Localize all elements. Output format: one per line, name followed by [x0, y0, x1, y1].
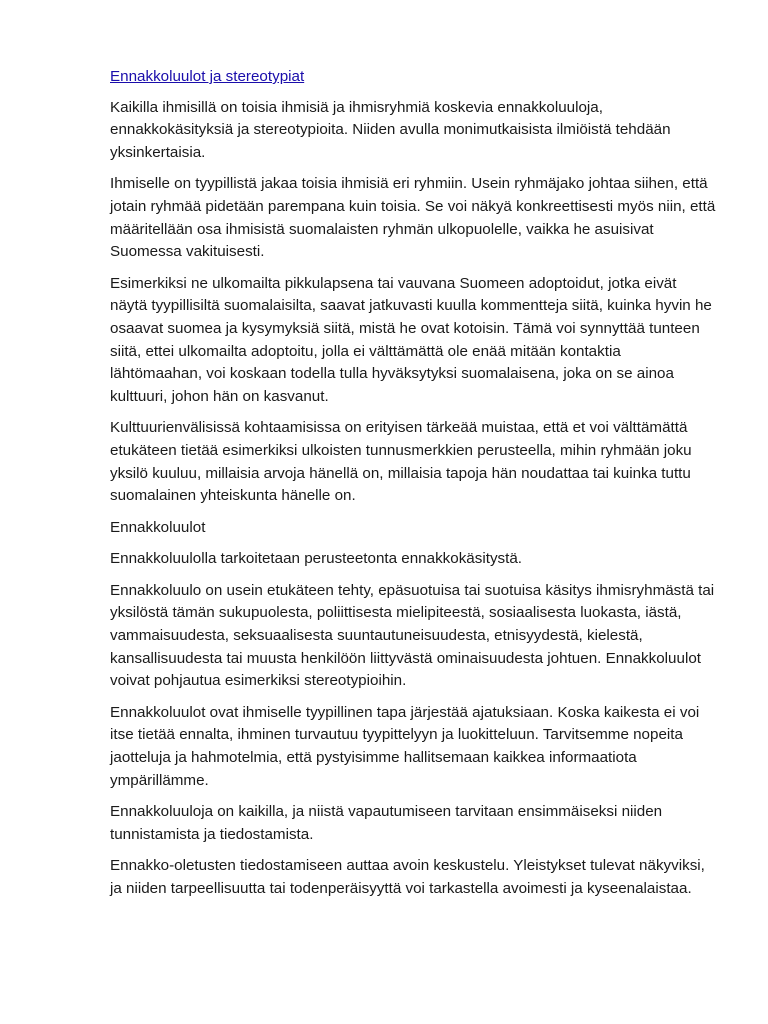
paragraph-adoption-example: Esimerkiksi ne ulkomailta pikkulapsena tai vauvana Suomeen adoptoidut, jotka eivät näytä tyypillisiltä suomalaisilta, saavat jatkuvasti kuulla kommentteja siitä, kuinka hyvin he osaavat suomea ja kysymyksiä siitä, mistä he ovat kotoisin. Tämä voi synnyttää tunteen siitä, ettei ulkomailta adoptoitu, jolla ei välttämättä ole enää mitään kontaktia lähtömaahan, voi koskaan todella tulla hyväksytyksi suomalaisena, joka on se ainoa kulttuuri, johon hän on kasvanut. [110, 274, 712, 405]
title-link[interactable]: Ennakkoluulot ja stereotypiat [110, 68, 305, 85]
paragraph-recognition: Ennakkoluuloja on kaikilla, ja niistä vapautumiseen tarvitaan ensimmäiseksi niiden tunnistamista ja tiedostamista. [110, 803, 663, 843]
paragraph-intro: Kaikilla ihmisillä on toisia ihmisiä ja ihmisryhmiä koskevia ennakkoluuloja, ennakkokäsityksiä ja stereotypioita. Niiden avulla monimutkaisista ilmiöistä tehdään yksinkertaisia. [110, 98, 671, 161]
paragraph-discussion: Ennakko-oletusten tiedostamiseen auttaa avoin keskustelu. Yleistykset tulevat näkyviksi, ja niiden tarpeellisuutta tai todenperäisyyttä voi tarkastella avoimesti ja kyseenalaistaa. [110, 857, 705, 897]
paragraph-intercultural: Kulttuurienvälisissä kohtaamisissa on erityisen tärkeää muistaa, että et voi välttämättä etukäteen tietää esimerkiksi ulkoisten tunnusmerkkien perusteella, mihin ryhmään joku yksilö kuuluu, millaisia arvoja hänellä on, millaisia tapoja hän noudattaa tai kuinka tuttu suomalainen yhteiskunta hänelle on. [110, 419, 692, 505]
paragraph-prejudice-bases: Ennakkoluulo on usein etukäteen tehty, epäsuotuisa tai suotuisa käsitys ihmisryhmästä tai yksilöstä tämän sukupuolesta, poliittisesta mielipiteestä, sosiaalisesta luokasta, iästä, vammaisuudesta, seksuaalisesta suuntautuneisuudesta, etnisyydestä, kielestä, kansallisuudesta tai muusta henkilöön liittyvästä ominaisuudesta johtuen. Ennakkoluulot voivat pohjautua esimerkiksi stereotypioihin. [110, 581, 715, 690]
paragraph-definition: Ennakkoluulolla tarkoitetaan perusteetonta ennakkokäsitystä. [110, 550, 523, 568]
paragraph-typical-way: Ennakkoluulot ovat ihmiselle tyypillinen tapa järjestää ajatuksiaan. Koska kaikesta ei voi itse tietää ennalta, ihminen turvautuu tyypittelyyn ja luokitteluun. Tarvitsemme nopeita jaotteluja ja hahmotelmia, että pystyisimme hallitsemaan kaikkea informaatiota ympärillämme. [110, 703, 700, 789]
paragraph-grouping: Ihmiselle on tyypillistä jakaa toisia ihmisiä eri ryhmiin. Usein ryhmäjako johtaa siihen, että jotain ryhmää pidetään parempana kuin toisia. Se voi näkyä konkreettisesti myös niin, että määritellään osa ihmisistä suomalaisten ryhmän ulkopuolelle, vaikka he asuisivat Suomessa vakituisesti. [110, 175, 716, 261]
document-page [110, 66, 716, 910]
section-heading-ennakkoluulot: Ennakkoluulot [110, 518, 206, 536]
